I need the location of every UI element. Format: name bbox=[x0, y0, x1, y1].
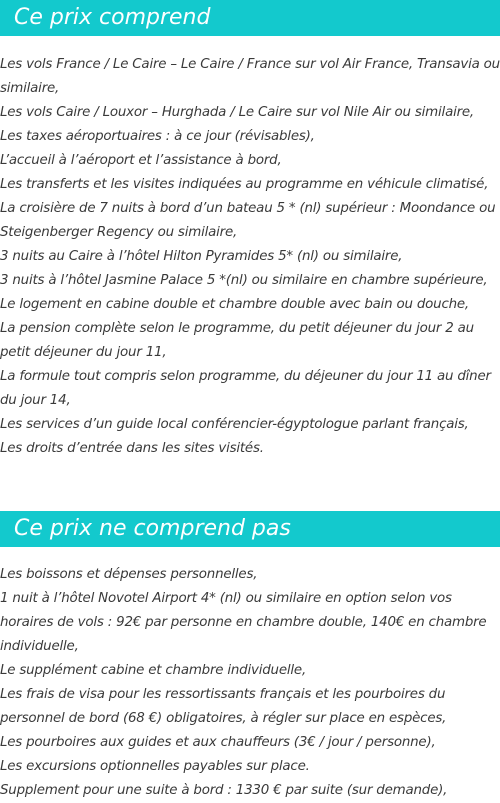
list-item: Les excursions optionnelles payables sur place. bbox=[0, 759, 310, 774]
list-item: Les taxes aéroportuaires : à ce jour (révisables), bbox=[0, 129, 315, 144]
list-item: Les services d’un guide local conférencier-égyptologue parlant français, bbox=[0, 417, 469, 432]
list-item: La formule tout compris selon programme, du déjeuner du jour 11 au dîner du jour 14, bbox=[0, 369, 491, 408]
list-item: La pension complète selon le programme, du petit déjeuner du jour 2 au petit déjeuner du jour 11, bbox=[0, 321, 474, 360]
excluded-section bbox=[0, 511, 500, 803]
list-item: Les vols France / Le Caire – Le Caire / France sur vol Air France, Transavia ou similaire, bbox=[0, 57, 500, 96]
list-item: Les pourboires aux guides et aux chauffeurs (3€ / jour / personne), bbox=[0, 735, 436, 750]
list-item: Le supplément cabine et chambre individuelle, bbox=[0, 663, 307, 678]
excluded-list bbox=[0, 563, 500, 803]
list-item: Les transferts et les visites indiquées au programme en véhicule climatisé, bbox=[0, 177, 489, 192]
included-list bbox=[0, 53, 500, 461]
list-item: Les boissons et dépenses personnelles, bbox=[0, 567, 258, 582]
list-item: Les vols Caire / Louxor – Hurghada / Le Caire sur vol Nile Air ou similaire, bbox=[0, 105, 474, 120]
list-item: Supplement pour une suite à bord : 1330 € par suite (sur demande), bbox=[0, 783, 448, 798]
excluded-heading: Ce prix ne comprend pas bbox=[0, 511, 500, 547]
list-item: Les frais de visa pour les ressortissants français et les pourboires du personnel de bord (68 €) obligatoires, à régler sur place en espèces, bbox=[0, 687, 447, 726]
list-item: 3 nuits au Caire à l’hôtel Hilton Pyramides 5* (nl) ou similaire, bbox=[0, 249, 403, 264]
included-heading: Ce prix comprend bbox=[0, 0, 500, 36]
list-item: L’accueil à l’aéroport et l’assistance à bord, bbox=[0, 153, 282, 168]
list-item: La croisière de 7 nuits à bord d’un bateau 5 * (nl) supérieur : Moondance ou Steigenberger Regency ou similaire, bbox=[0, 201, 496, 240]
list-item: Les droits d’entrée dans les sites visités. bbox=[0, 441, 264, 456]
list-item: Le logement en cabine double et chambre double avec bain ou douche, bbox=[0, 297, 469, 312]
list-item: 3 nuits à l’hôtel Jasmine Palace 5 *(nl) ou similaire en chambre supérieure, bbox=[0, 273, 488, 288]
list-item: 1 nuit à l’hôtel Novotel Airport 4* (nl) ou similaire en option selon vos horaires de vols : 92€ par personne en chambre double, 140€ en chambre individuelle, bbox=[0, 591, 487, 654]
